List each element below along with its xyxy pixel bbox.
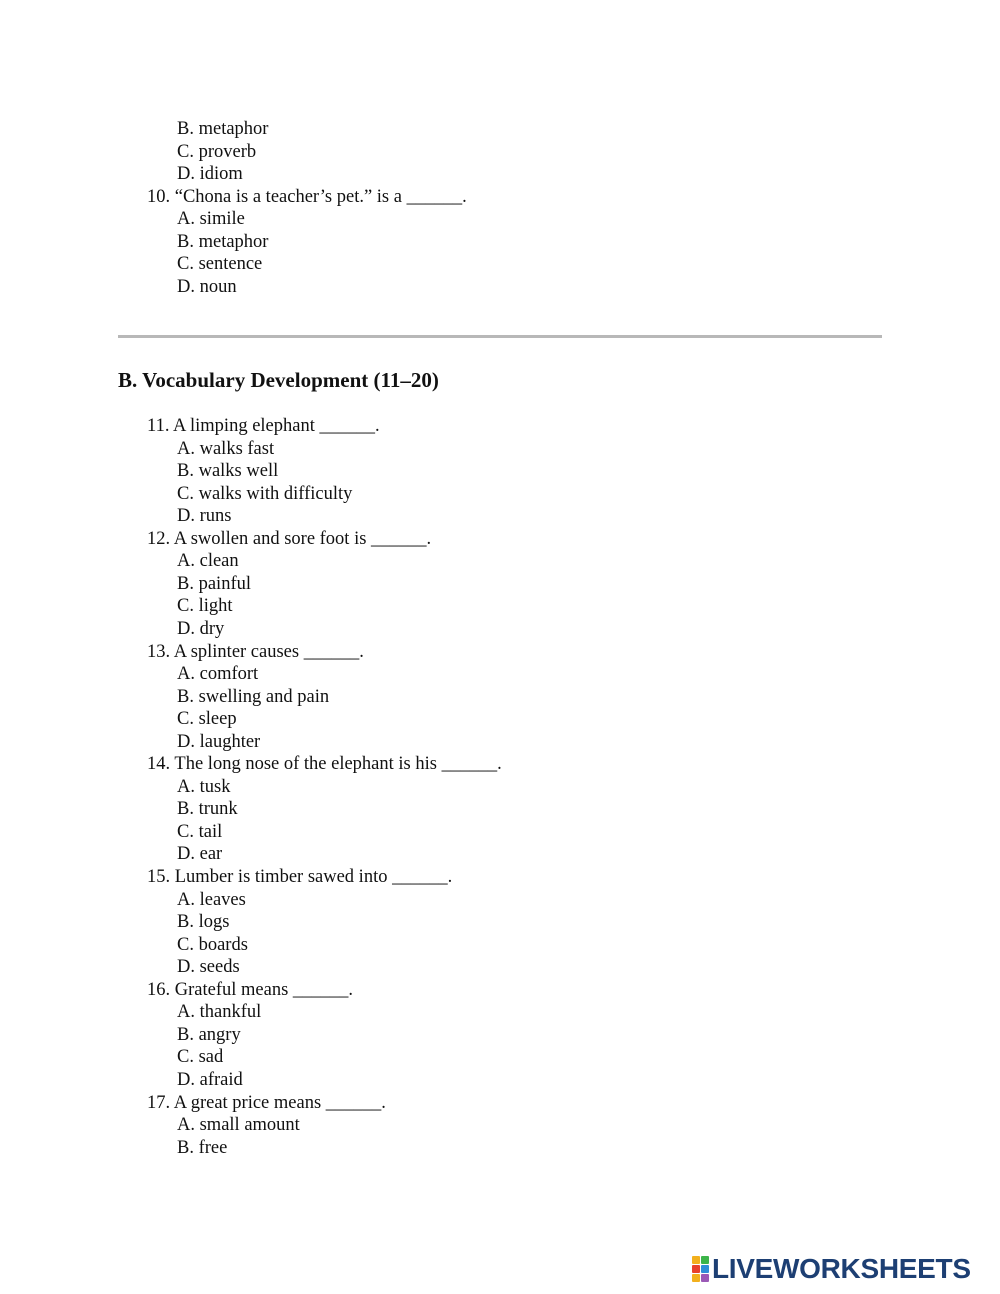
question-13: 13. A splinter causes ______. [147, 642, 364, 662]
q14-option-a: A. tusk [177, 777, 231, 797]
q14-option-b: B. trunk [177, 799, 238, 819]
q15-option-a: A. leaves [177, 890, 246, 910]
q13-option-a: A. comfort [177, 664, 259, 684]
question-14: 14. The long nose of the elephant is his ______. [147, 754, 502, 774]
question-17: 17. A great price means ______. [147, 1093, 386, 1113]
q15-option-c: C. boards [177, 935, 248, 955]
q15-option-d: D. seeds [177, 957, 240, 977]
q10-option-d: D. noun [177, 277, 237, 297]
q12-option-b: B. painful [177, 574, 251, 594]
q9-option-c: C. proverb [177, 142, 257, 162]
q13-option-d: D. laughter [177, 732, 261, 752]
question-15: 15. Lumber is timber sawed into ______. [147, 867, 453, 887]
logo-text: LIVEWORKSHEETS [712, 1253, 971, 1284]
question-16: 16. Grateful means ______. [147, 980, 354, 1000]
q16-option-a: A. thankful [177, 1002, 262, 1022]
q11-option-a: A. walks fast [177, 439, 275, 459]
q14-option-c: C. tail [177, 822, 223, 842]
q12-option-a: A. clean [177, 551, 239, 571]
q11-option-c: C. walks with difficulty [177, 484, 353, 504]
q10-option-b: B. metaphor [177, 232, 269, 252]
q9-option-d: D. idiom [177, 164, 243, 184]
section-divider [118, 335, 882, 338]
q17-option-b: B. free [177, 1138, 228, 1158]
logo-square-4 [701, 1265, 709, 1273]
logo-mark-icon [692, 1256, 709, 1282]
q10-option-a: A. simile [177, 209, 245, 229]
question-12: 12. A swollen and sore foot is ______. [147, 529, 432, 549]
q12-option-d: D. dry [177, 619, 225, 639]
logo-square-3 [692, 1265, 700, 1273]
q10-option-c: C. sentence [177, 254, 263, 274]
logo-square-2 [701, 1256, 709, 1264]
question-10: 10. “Chona is a teacher’s pet.” is a ______. [147, 187, 467, 207]
section-heading: B. Vocabulary Development (11–20) [118, 368, 439, 392]
question-11: 11. A limping elephant ______. [147, 416, 380, 436]
q12-option-c: C. light [177, 596, 233, 616]
q11-option-b: B. walks well [177, 461, 279, 481]
q16-option-c: C. sad [177, 1047, 224, 1067]
q14-option-d: D. ear [177, 844, 223, 864]
logo-square-1 [692, 1256, 700, 1264]
logo-square-6 [701, 1274, 709, 1282]
q11-option-d: D. runs [177, 506, 232, 526]
q15-option-b: B. logs [177, 912, 230, 932]
q9-option-b: B. metaphor [177, 119, 269, 139]
logo-square-5 [692, 1274, 700, 1282]
liveworksheets-logo [692, 1252, 971, 1286]
q16-option-d: D. afraid [177, 1070, 243, 1090]
q16-option-b: B. angry [177, 1025, 241, 1045]
q13-option-b: B. swelling and pain [177, 687, 330, 707]
q17-option-a: A. small amount [177, 1115, 300, 1135]
q13-option-c: C. sleep [177, 709, 237, 729]
